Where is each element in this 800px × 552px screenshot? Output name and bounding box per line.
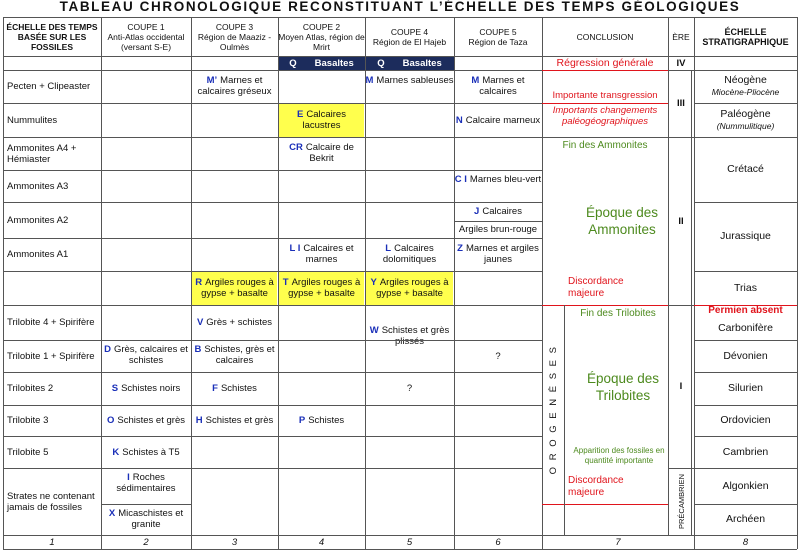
stage-sub: (Nummulitique) bbox=[716, 121, 775, 131]
footer-col-4: 4 bbox=[318, 536, 325, 548]
layer-text: Schistes, grès et calcaires bbox=[204, 344, 275, 366]
layer-text: Calcaires dolomitiques bbox=[382, 243, 437, 265]
stage-carbonifere: Carbonifère bbox=[718, 321, 773, 334]
layer-letter: R bbox=[195, 277, 203, 288]
fossil-row-5: Ammonites A2 bbox=[7, 214, 69, 226]
stage-jurassique: Jurassique bbox=[720, 230, 771, 242]
layer-text: Schistes et grès bbox=[117, 415, 185, 426]
layer-text: Calcaire de Bekrit bbox=[305, 142, 354, 164]
layer-text: Argiles rouges à gypse + basalte bbox=[376, 277, 449, 299]
coupe-2-cell-e bbox=[279, 104, 364, 137]
coupe-1-cell-o bbox=[101, 405, 191, 436]
conclusion-regression: Régression générale bbox=[556, 56, 654, 69]
conclusion-epoque-trilobites: Époque des Trilobites bbox=[586, 371, 660, 403]
page-title: TABLEAU CHRONOLOGIQUE RECONSTITUANT L’ÉCHELLE DES TEMPS GÉOLOGIQUES bbox=[59, 0, 741, 14]
layer-text: Marnes bleu-vert bbox=[469, 174, 542, 185]
layer-letter: Y bbox=[370, 277, 377, 288]
coupe-3-cell-h bbox=[191, 405, 278, 436]
layer-text: Calcaire marneux bbox=[465, 114, 541, 126]
layer-letter: K bbox=[112, 446, 120, 458]
coupe-4-unknown: ? bbox=[406, 383, 413, 394]
stage-archeen: Archéen bbox=[725, 513, 766, 525]
coupe-3-cell-r bbox=[192, 272, 277, 305]
fossil-row-10: Trilobite 3 bbox=[7, 415, 49, 426]
stage-cretace: Crétacé bbox=[727, 163, 764, 175]
coupe-4-cell-w bbox=[365, 305, 454, 372]
layer-text: Marnes sableuses bbox=[376, 75, 454, 86]
stage-silurien: Silurien bbox=[727, 382, 764, 394]
fossil-row-7: Trilobite 4 + Spirifère bbox=[7, 317, 95, 328]
coupe-1-cell-i bbox=[101, 470, 191, 503]
coupe-5-cell-j bbox=[454, 202, 542, 221]
layer-letter: Z bbox=[457, 243, 463, 254]
fossil-row-4: Ammonites A3 bbox=[7, 180, 69, 192]
footer-col-2: 2 bbox=[143, 536, 149, 548]
stage-algonkien: Algonkien bbox=[722, 479, 769, 492]
coupe-1-cell-d bbox=[101, 340, 191, 372]
conclusion-orogeneses bbox=[542, 320, 564, 500]
layer-text-basaltes: Basaltes bbox=[402, 57, 442, 69]
coupe-4-basaltes bbox=[365, 56, 454, 70]
coupe-1-title: COUPE 1 bbox=[127, 21, 165, 32]
footer-col-3: 3 bbox=[231, 536, 238, 548]
conclusion-changements: Importants changements paléogéographiques bbox=[552, 105, 658, 127]
coupe-3-region: Région de Maaziz - Oulmès bbox=[197, 31, 272, 52]
fossil-row-12: Strates ne contenant jamais de fossiles bbox=[7, 490, 95, 513]
layer-text: Schistes noirs bbox=[121, 383, 181, 394]
coupe-4-region: Région de El Hajeb bbox=[372, 36, 447, 47]
layer-text: Schistes bbox=[220, 383, 257, 394]
fossil-row-9: Trilobites 2 bbox=[7, 383, 54, 394]
ere-iii: III bbox=[677, 98, 685, 109]
layer-letter: X bbox=[108, 508, 116, 519]
coupe-3-title: COUPE 3 bbox=[215, 21, 254, 32]
stage-permien-absent: Permien absent bbox=[708, 305, 783, 316]
layer-letter: P bbox=[298, 415, 306, 426]
layer-letter: E bbox=[297, 109, 304, 120]
coupe-5-region: Région de Taza bbox=[468, 36, 528, 47]
layer-letter: O bbox=[107, 415, 115, 426]
layer-letter-q: Q bbox=[289, 57, 297, 69]
header-coupe-2 bbox=[278, 17, 365, 56]
ere-i: I bbox=[679, 381, 683, 392]
fossil-row-6: Ammonites A1 bbox=[7, 249, 69, 260]
layer-text: Grès, calcaires et schistes bbox=[113, 344, 188, 366]
stage-sub: Miocène-Pliocène bbox=[711, 87, 780, 97]
coupe-2-region: Moyen Atlas, région de Mrirt bbox=[278, 31, 365, 52]
conclusion-apparition: Apparition des fossiles en quantité importante bbox=[573, 446, 665, 465]
stage-trias: Trias bbox=[734, 281, 757, 294]
coupe-5-cell-argiles: Argiles brun-rouge bbox=[458, 224, 538, 235]
layer-text: Micaschistes et granite bbox=[118, 508, 184, 530]
header-ere: ÈRE bbox=[672, 31, 690, 42]
header-coupe-4 bbox=[365, 17, 454, 56]
fossil-row-1: Pecten + Clipeaster bbox=[7, 81, 91, 92]
coupe-2-cell-li bbox=[278, 238, 365, 271]
coupe-1-region: Anti-Atlas occidental (versant S-E) bbox=[107, 31, 185, 52]
layer-letter: CR bbox=[289, 142, 303, 153]
fossil-row-2: Nummulites bbox=[7, 114, 58, 126]
layer-letter: F bbox=[212, 383, 218, 394]
stage-ordovicien: Ordovicien bbox=[720, 414, 771, 426]
coupe-2-cell-t bbox=[279, 272, 364, 305]
layer-text: Marnes et argiles jaunes bbox=[465, 243, 539, 265]
coupe-4-cell-m bbox=[365, 70, 454, 103]
conclusion-fin-ammonites: Fin des Ammonites bbox=[562, 140, 648, 151]
coupe-1-cell-k bbox=[101, 436, 191, 468]
ere-iv: IV bbox=[676, 57, 686, 69]
layer-letter: T bbox=[282, 277, 289, 288]
conclusion-fin-trilobites: Fin des Trilobites bbox=[580, 308, 656, 319]
stage-name: Néogène bbox=[724, 74, 767, 86]
layer-letter: N bbox=[455, 114, 463, 126]
coupe-4-cell-y bbox=[366, 272, 453, 305]
layer-text: Marnes et calcaires bbox=[479, 75, 525, 97]
orogeneses-text: O R O G E N È S E S bbox=[547, 345, 559, 475]
precambrien-text: PRÉCAMBRIEN bbox=[676, 473, 686, 529]
stage-neogene bbox=[694, 70, 797, 103]
layer-letter: D bbox=[104, 344, 111, 355]
layer-text: Calcaires bbox=[482, 206, 522, 217]
coupe-3-cell-v bbox=[191, 305, 278, 340]
layer-letter: C I bbox=[454, 174, 467, 185]
header-coupe-5 bbox=[454, 17, 542, 56]
layer-letter: W bbox=[369, 325, 379, 336]
layer-text: Schistes bbox=[308, 415, 345, 426]
layer-text: Marnes et calcaires gréseux bbox=[197, 75, 272, 97]
layer-letter: M’ bbox=[206, 75, 218, 86]
conclusion-discordance-1: Discordance majeure bbox=[568, 276, 624, 299]
coupe-5-unknown: ? bbox=[495, 350, 501, 362]
layer-text: Roches sédimentaires bbox=[116, 472, 176, 494]
coupe-3-cell-f bbox=[191, 372, 278, 405]
header-coupe-1 bbox=[101, 17, 191, 56]
fossil-row-3: Ammonites A4 + Hémiaster bbox=[7, 142, 77, 165]
ere-ii: II bbox=[678, 215, 684, 227]
footer-col-1: 1 bbox=[49, 536, 55, 548]
coupe-3-cell-m-prime bbox=[191, 70, 278, 103]
layer-text: Schistes et grès bbox=[205, 415, 274, 426]
coupe-3-cell-b bbox=[191, 340, 278, 372]
conclusion-epoque-ammonites: Époque des Ammonites bbox=[585, 205, 659, 237]
footer-col-8: 8 bbox=[742, 536, 749, 548]
coupe-2-title: COUPE 2 bbox=[302, 21, 341, 32]
coupe-2-cell-p bbox=[278, 405, 365, 436]
fossil-row-11: Trilobite 5 bbox=[7, 446, 49, 458]
layer-letter: L I bbox=[289, 243, 301, 254]
layer-letter: H bbox=[195, 415, 203, 426]
layer-text-basaltes: Basaltes bbox=[314, 57, 354, 69]
layer-letter: J bbox=[474, 206, 480, 217]
stage-devonien: Dévonien bbox=[723, 349, 768, 362]
layer-letter: B bbox=[194, 344, 202, 355]
layer-letter: M bbox=[365, 75, 374, 86]
conclusion-transgression: Importante transgression bbox=[552, 90, 658, 101]
coupe-4-title: COUPE 4 bbox=[390, 26, 429, 37]
layer-text: Grès + schistes bbox=[206, 317, 273, 328]
layer-text: Schistes et grès plissés bbox=[381, 325, 450, 347]
layer-letter: I bbox=[127, 472, 130, 483]
coupe-5-cell-n bbox=[454, 103, 542, 137]
layer-letter: V bbox=[196, 317, 204, 328]
coupe-5-title: COUPE 5 bbox=[479, 26, 517, 37]
header-fossil-scale: ÉCHELLE DES TEMPS BASÉE SUR LES FOSSILES bbox=[6, 21, 98, 52]
layer-text: Calcaires lacustres bbox=[302, 109, 346, 131]
footer-col-6: 6 bbox=[495, 536, 501, 548]
layer-letter: S bbox=[111, 383, 119, 394]
coupe-5-cell-m bbox=[454, 70, 542, 103]
footer-col-5: 5 bbox=[406, 536, 413, 548]
layer-text: Argiles rouges à gypse + basalte bbox=[201, 277, 274, 299]
layer-text: Argiles rouges à gypse + basalte bbox=[288, 277, 361, 299]
layer-letter-q: Q bbox=[377, 57, 385, 69]
layer-letter: M bbox=[471, 75, 480, 86]
footer-col-7: 7 bbox=[615, 536, 621, 548]
fossil-row-8: Trilobite 1 + Spirifère bbox=[7, 350, 95, 362]
header-coupe-3 bbox=[191, 17, 278, 56]
coupe-5-cell-ci bbox=[454, 170, 542, 202]
coupe-1-cell-x bbox=[101, 505, 191, 535]
coupe-2-cell-cr bbox=[278, 137, 365, 170]
layer-text: Calcaires et marnes bbox=[303, 243, 354, 265]
conclusion-discordance-2: Discordance majeure bbox=[568, 475, 624, 498]
coupe-5-cell-z bbox=[454, 238, 542, 271]
stage-paleogene bbox=[694, 103, 797, 137]
header-echelle: ÉCHELLE STRATIGRAPHIQUE bbox=[702, 26, 789, 47]
coupe-2-basaltes bbox=[278, 56, 365, 70]
coupe-1-cell-s bbox=[101, 372, 191, 405]
header-conclusion: CONCLUSION bbox=[576, 31, 634, 42]
stage-cambrien: Cambrien bbox=[722, 445, 769, 458]
coupe-4-cell-l bbox=[365, 238, 454, 271]
layer-text: Schistes à T5 bbox=[122, 446, 180, 458]
stage-name: Paléogène bbox=[720, 108, 771, 120]
layer-letter: L bbox=[385, 243, 392, 254]
